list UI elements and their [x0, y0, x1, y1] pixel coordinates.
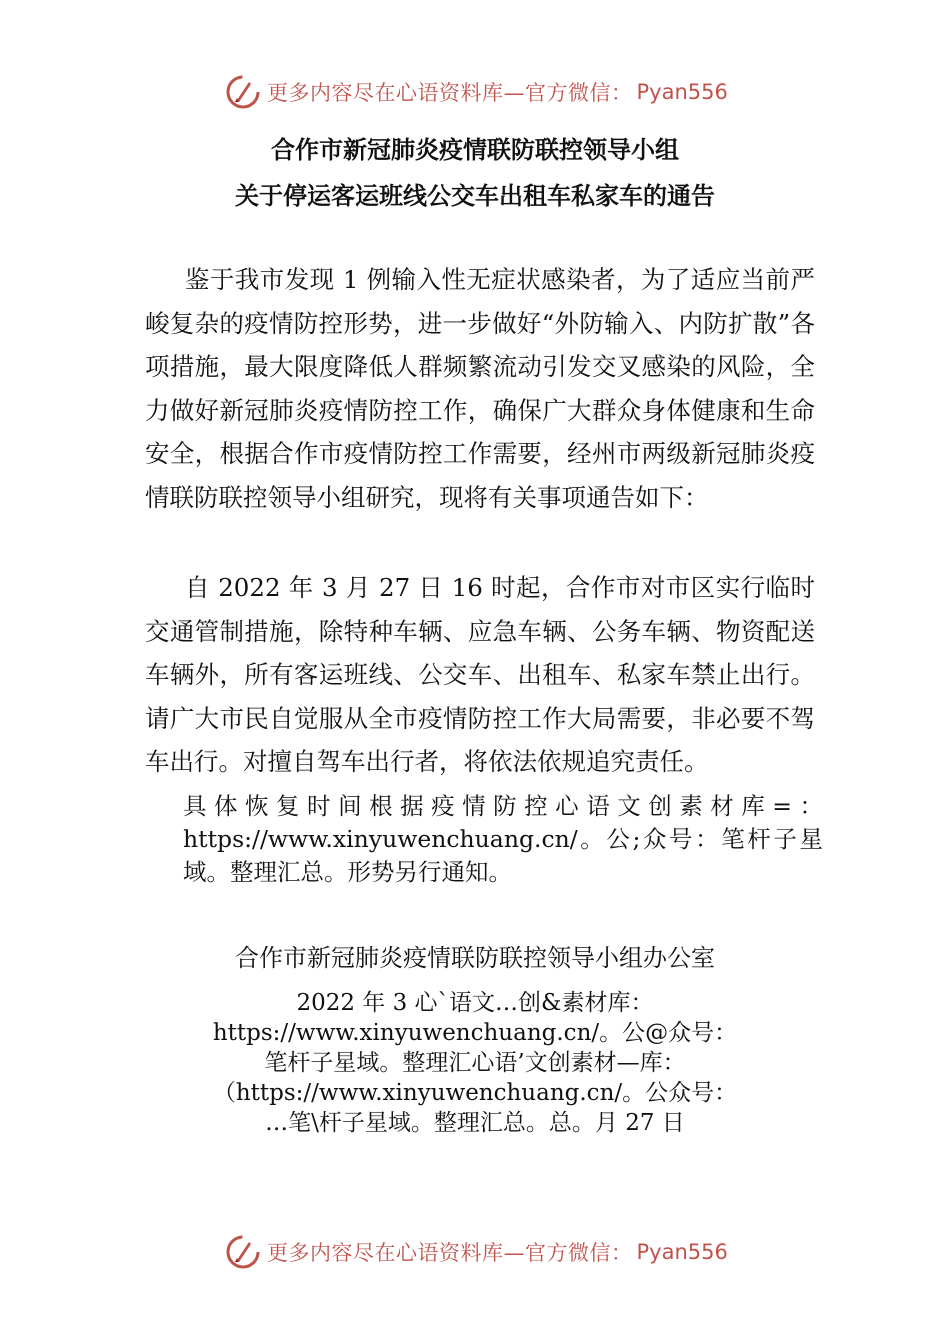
body-paragraph-3: 具体恢复时间根据疫情防控心语文创素材库=：https://www.xinyuwenchuang.cn/。公;众号：笔杆子星域。整理汇总。形势另行通知。: [183, 792, 823, 886]
issuing-office: 合作市新冠肺炎疫情联防联控领导小组办公室: [235, 944, 715, 972]
promo-text: 更多内容尽在心语资料库—官方微信：: [267, 1241, 633, 1265]
body-paragraph-1: 鉴于我市发现 1 例输入性无症状感染者，为了适应当前严峻复杂的疫情防控形势，进一步做好“外防输入、内防扩散”各项措施，最大限度降低人群频繁流动引发交叉感染的风险，全力做好新冠肺炎疫情防控工作，确保广大群众身体健康和生命安全，根据合作市疫情防控工作需要，经州市两级新冠肺炎疫情联防联控领导小组研究，现将有关事项通告如下：: [145, 265, 815, 512]
top-watermark-banner: [225, 72, 728, 112]
promo-text: 更多内容尽在心语资料库—官方微信：: [267, 81, 633, 105]
date-line: 2022 年 3 心`语文…创&素材库：: [296, 990, 654, 1016]
body-paragraph-2: 自 2022 年 3 月 27 日 16 时起，合作市对市区实行临时交通管制措施，除特种车辆、应急车辆、公务车辆、物资配送车辆外，所有客运班线、公交车、出租车、私家车禁止出行。请广大市民自觉服从全市疫情防控工作大局需要，非必要不驾车出行。对擅自驾车出行者，将依法依规追究责任。: [145, 573, 815, 776]
date-line: （https://www.xinyuwenchuang.cn/。公众号：: [212, 1080, 738, 1106]
brush-circle-logo: [225, 1234, 261, 1270]
date-block: [0, 988, 950, 1138]
date-line: https://www.xinyuwenchuang.cn/。公@众号：: [212, 1020, 738, 1046]
wechat-id: Pyan556: [636, 80, 728, 104]
bottom-watermark-banner: [225, 1232, 728, 1272]
date-line: 笔杆子星域。整理汇心语’文创素材—库：: [264, 1050, 686, 1076]
notice-title-line1: 合作市新冠肺炎疫情联防联控领导小组: [271, 136, 679, 164]
notice-title-line2: 关于停运客运班线公交车出租车私家车的通告: [235, 182, 715, 210]
wechat-id: Pyan556: [636, 1240, 728, 1264]
brush-circle-logo: [225, 74, 261, 110]
date-line: …笔\杆子星域。整理汇总。总。月 27 日: [265, 1110, 685, 1136]
